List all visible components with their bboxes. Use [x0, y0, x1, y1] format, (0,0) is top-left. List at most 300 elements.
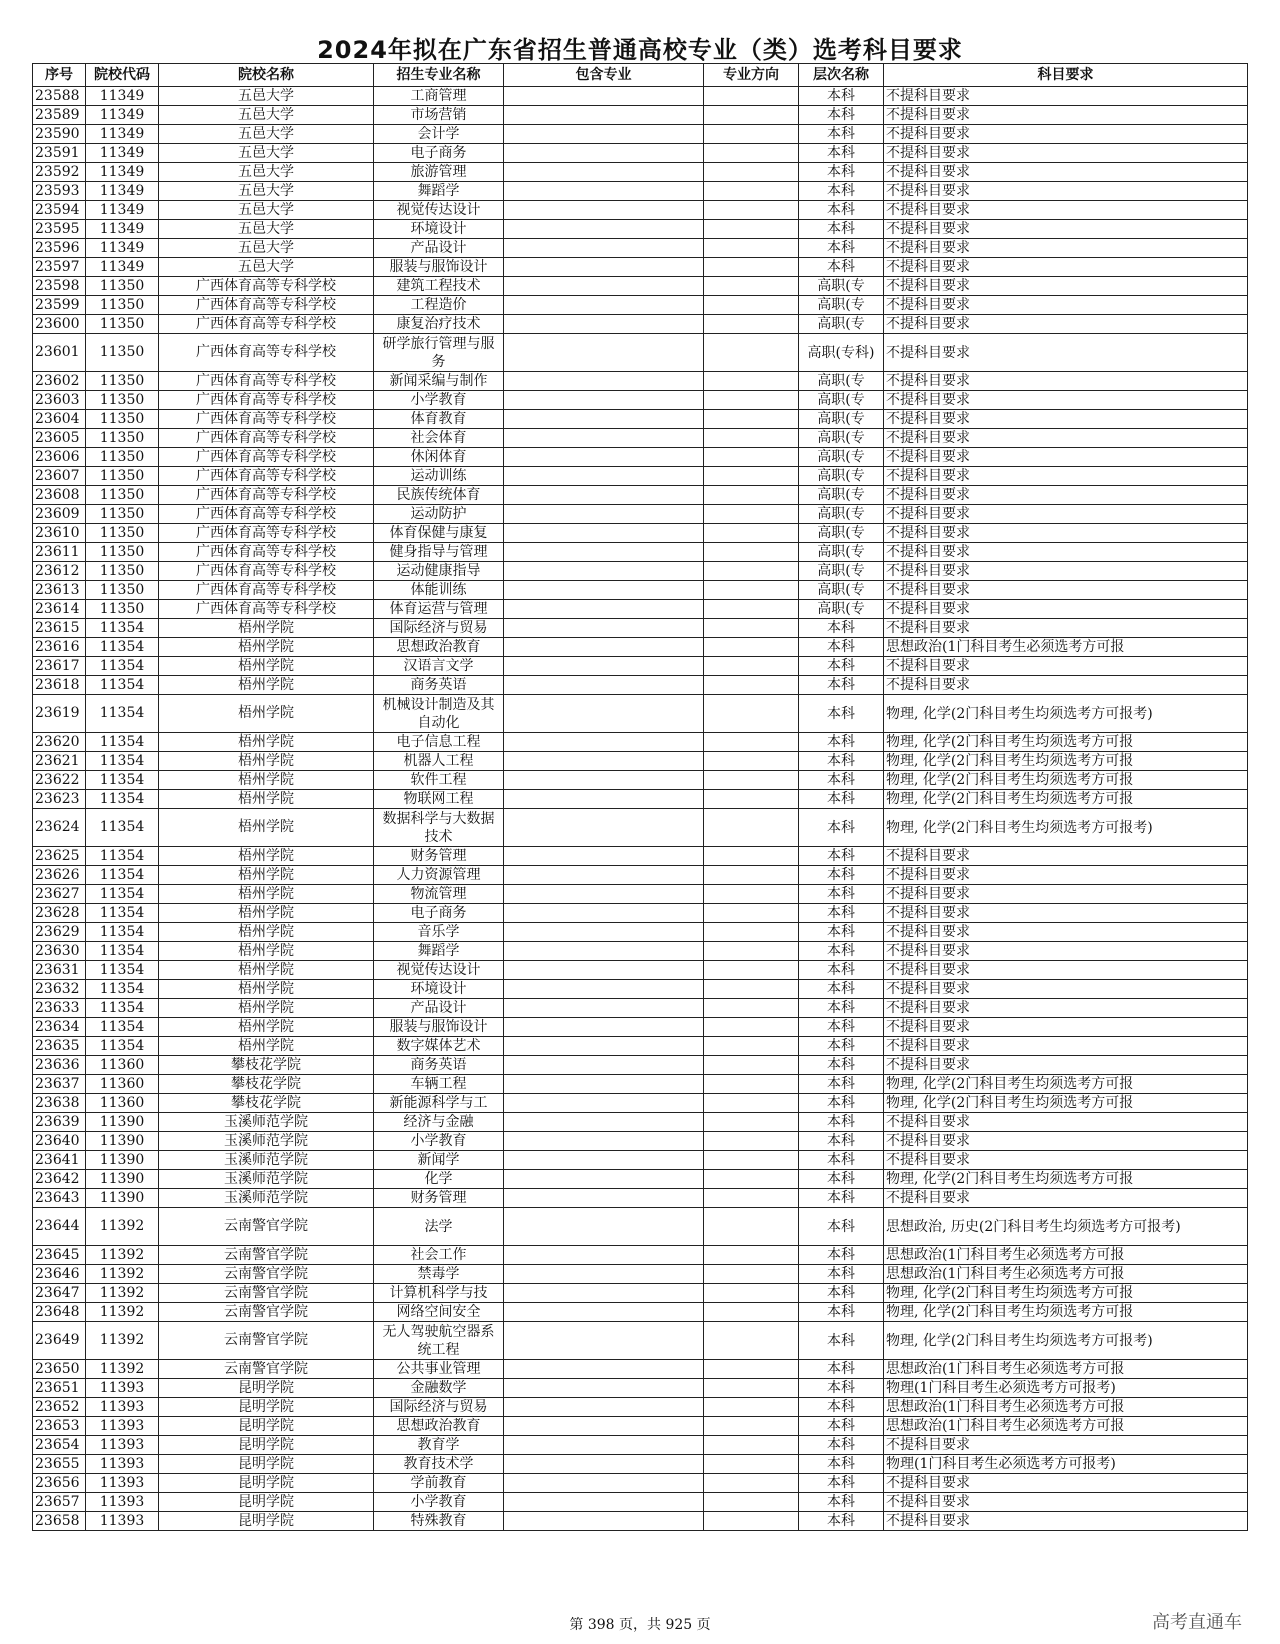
cell-subject-requirements: 不提科目要求	[884, 999, 1248, 1018]
cell-school-name: 玉溪师范学院	[159, 1170, 374, 1189]
cell-index: 23610	[33, 524, 86, 543]
cell-school-code: 11354	[86, 809, 159, 847]
cell-major-direction	[704, 676, 799, 695]
table-row	[33, 429, 1248, 448]
cell-school-code: 11354	[86, 752, 159, 771]
cell-included-majors	[504, 505, 704, 524]
cell-subject-requirements: 思想政治(1门科目考生必须选考方可报	[884, 1360, 1248, 1379]
cell-major-direction	[704, 1151, 799, 1170]
cell-school-code: 11350	[86, 467, 159, 486]
cell-subject-requirements: 不提科目要求	[884, 1474, 1248, 1493]
cell-major-direction	[704, 752, 799, 771]
cell-major-name: 运动防护	[374, 505, 504, 524]
cell-subject-requirements: 不提科目要求	[884, 543, 1248, 562]
cell-school-name: 广西体育高等专科学校	[159, 277, 374, 296]
cell-level: 本科	[799, 885, 884, 904]
cell-level: 本科	[799, 1170, 884, 1189]
cell-school-name: 广西体育高等专科学校	[159, 467, 374, 486]
cell-major-name: 民族传统体育	[374, 486, 504, 505]
cell-major-direction	[704, 999, 799, 1018]
table-row	[33, 581, 1248, 600]
cell-included-majors	[504, 467, 704, 486]
cell-school-code: 11350	[86, 600, 159, 619]
table-row	[33, 1322, 1248, 1360]
cell-school-name: 玉溪师范学院	[159, 1113, 374, 1132]
cell-index: 23616	[33, 638, 86, 657]
cell-included-majors	[504, 1151, 704, 1170]
cell-major-direction	[704, 1455, 799, 1474]
table-row	[33, 106, 1248, 125]
cell-major-name: 人力资源管理	[374, 866, 504, 885]
cell-included-majors	[504, 201, 704, 220]
cell-subject-requirements: 不提科目要求	[884, 866, 1248, 885]
cell-included-majors	[504, 1189, 704, 1208]
cell-index: 23615	[33, 619, 86, 638]
table-row	[33, 1208, 1248, 1246]
cell-major-name: 体能训练	[374, 581, 504, 600]
cell-level: 本科	[799, 1303, 884, 1322]
cell-school-code: 11392	[86, 1303, 159, 1322]
cell-subject-requirements: 物理, 化学(2门科目考生均须选考方可报	[884, 1075, 1248, 1094]
header-subject-requirements: 科目要求	[884, 64, 1248, 87]
cell-included-majors	[504, 942, 704, 961]
cell-level: 本科	[799, 1398, 884, 1417]
cell-school-code: 11349	[86, 125, 159, 144]
table-row	[33, 771, 1248, 790]
cell-school-name: 梧州学院	[159, 866, 374, 885]
cell-index: 23605	[33, 429, 86, 448]
cell-included-majors	[504, 657, 704, 676]
cell-level: 本科	[799, 1474, 884, 1493]
cell-major-direction	[704, 1417, 799, 1436]
cell-included-majors	[504, 1474, 704, 1493]
cell-major-name: 小学教育	[374, 391, 504, 410]
cell-subject-requirements: 不提科目要求	[884, 106, 1248, 125]
cell-school-code: 11354	[86, 676, 159, 695]
cell-subject-requirements: 不提科目要求	[884, 486, 1248, 505]
table-row	[33, 1189, 1248, 1208]
table-row	[33, 999, 1248, 1018]
cell-included-majors	[504, 999, 704, 1018]
cell-school-name: 梧州学院	[159, 733, 374, 752]
cell-school-name: 梧州学院	[159, 885, 374, 904]
header-level: 层次名称	[799, 64, 884, 87]
cell-index: 23628	[33, 904, 86, 923]
cell-level: 本科	[799, 1455, 884, 1474]
cell-school-code: 11350	[86, 581, 159, 600]
cell-major-direction	[704, 1018, 799, 1037]
cell-subject-requirements: 不提科目要求	[884, 600, 1248, 619]
cell-level: 本科	[799, 923, 884, 942]
cell-major-name: 特殊教育	[374, 1512, 504, 1531]
cell-included-majors	[504, 809, 704, 847]
cell-major-direction	[704, 1303, 799, 1322]
cell-major-name: 环境设计	[374, 980, 504, 999]
cell-school-name: 云南警官学院	[159, 1303, 374, 1322]
table-header-row	[33, 64, 1248, 87]
cell-index: 23604	[33, 410, 86, 429]
cell-included-majors	[504, 1113, 704, 1132]
cell-major-direction	[704, 391, 799, 410]
cell-school-name: 广西体育高等专科学校	[159, 372, 374, 391]
table-row	[33, 619, 1248, 638]
cell-included-majors	[504, 315, 704, 334]
table-row	[33, 87, 1248, 106]
cell-major-name: 产品设计	[374, 239, 504, 258]
cell-major-direction	[704, 372, 799, 391]
cell-school-name: 五邑大学	[159, 201, 374, 220]
table-row	[33, 809, 1248, 847]
cell-school-code: 11354	[86, 695, 159, 733]
cell-subject-requirements: 不提科目要求	[884, 657, 1248, 676]
cell-school-code: 11393	[86, 1379, 159, 1398]
table-row	[33, 1512, 1248, 1531]
cell-level: 本科	[799, 1246, 884, 1265]
cell-major-name: 视觉传达设计	[374, 961, 504, 980]
cell-major-name: 舞蹈学	[374, 182, 504, 201]
cell-level: 高职(专	[799, 562, 884, 581]
cell-included-majors	[504, 1417, 704, 1436]
cell-school-code: 11349	[86, 106, 159, 125]
cell-included-majors	[504, 182, 704, 201]
cell-included-majors	[504, 144, 704, 163]
cell-level: 本科	[799, 752, 884, 771]
cell-major-direction	[704, 923, 799, 942]
header-major-direction: 专业方向	[704, 64, 799, 87]
table-row	[33, 1360, 1248, 1379]
cell-index: 23640	[33, 1132, 86, 1151]
cell-included-majors	[504, 1075, 704, 1094]
cell-major-direction	[704, 1037, 799, 1056]
cell-school-code: 11350	[86, 486, 159, 505]
cell-level: 本科	[799, 1436, 884, 1455]
cell-included-majors	[504, 961, 704, 980]
cell-major-direction	[704, 771, 799, 790]
cell-included-majors	[504, 885, 704, 904]
cell-level: 高职(专	[799, 277, 884, 296]
cell-major-name: 电子商务	[374, 144, 504, 163]
cell-major-direction	[704, 695, 799, 733]
cell-included-majors	[504, 1303, 704, 1322]
cell-index: 23658	[33, 1512, 86, 1531]
cell-level: 高职(专	[799, 296, 884, 315]
cell-school-code: 11390	[86, 1132, 159, 1151]
cell-school-name: 梧州学院	[159, 752, 374, 771]
cell-school-code: 11349	[86, 144, 159, 163]
table-row	[33, 486, 1248, 505]
table-row	[33, 600, 1248, 619]
cell-school-name: 梧州学院	[159, 771, 374, 790]
cell-school-code: 11350	[86, 372, 159, 391]
cell-subject-requirements: 不提科目要求	[884, 524, 1248, 543]
cell-index: 23655	[33, 1455, 86, 1474]
cell-major-direction	[704, 562, 799, 581]
cell-included-majors	[504, 524, 704, 543]
cell-subject-requirements: 物理, 化学(2门科目考生均须选考方可报	[884, 771, 1248, 790]
table-row	[33, 334, 1248, 372]
cell-school-name: 广西体育高等专科学校	[159, 296, 374, 315]
cell-subject-requirements: 不提科目要求	[884, 410, 1248, 429]
cell-major-direction	[704, 125, 799, 144]
cell-school-code: 11354	[86, 1018, 159, 1037]
cell-subject-requirements: 物理, 化学(2门科目考生均须选考方可报	[884, 1284, 1248, 1303]
cell-subject-requirements: 不提科目要求	[884, 1132, 1248, 1151]
cell-included-majors	[504, 163, 704, 182]
cell-subject-requirements: 不提科目要求	[884, 923, 1248, 942]
table-row	[33, 277, 1248, 296]
cell-included-majors	[504, 923, 704, 942]
cell-major-direction	[704, 144, 799, 163]
cell-major-name: 商务英语	[374, 1056, 504, 1075]
table-row	[33, 1075, 1248, 1094]
cell-major-name: 金融数学	[374, 1379, 504, 1398]
cell-school-name: 梧州学院	[159, 619, 374, 638]
cell-school-name: 攀枝花学院	[159, 1094, 374, 1113]
cell-school-name: 玉溪师范学院	[159, 1151, 374, 1170]
table-row	[33, 258, 1248, 277]
cell-index: 23647	[33, 1284, 86, 1303]
cell-index: 23629	[33, 923, 86, 942]
cell-included-majors	[504, 1284, 704, 1303]
cell-major-name: 体育运营与管理	[374, 600, 504, 619]
cell-school-code: 11349	[86, 239, 159, 258]
header-school-name: 院校名称	[159, 64, 374, 87]
cell-major-name: 市场营销	[374, 106, 504, 125]
cell-school-code: 11354	[86, 1037, 159, 1056]
cell-subject-requirements: 不提科目要求	[884, 296, 1248, 315]
cell-index: 23634	[33, 1018, 86, 1037]
cell-subject-requirements: 物理, 化学(2门科目考生均须选考方可报	[884, 752, 1248, 771]
cell-major-direction	[704, 1113, 799, 1132]
cell-major-name: 财务管理	[374, 1189, 504, 1208]
cell-major-name: 休闲体育	[374, 448, 504, 467]
table-row	[33, 448, 1248, 467]
header-included-majors: 包含专业	[504, 64, 704, 87]
table-row	[33, 942, 1248, 961]
table-row	[33, 1474, 1248, 1493]
cell-subject-requirements: 不提科目要求	[884, 1512, 1248, 1531]
table-row	[33, 296, 1248, 315]
cell-major-name: 新闻采编与制作	[374, 372, 504, 391]
table-row	[33, 866, 1248, 885]
table-row	[33, 847, 1248, 866]
cell-subject-requirements: 物理(1门科目考生必须选考方可报考)	[884, 1379, 1248, 1398]
cell-level: 本科	[799, 1056, 884, 1075]
cell-level: 高职(专	[799, 543, 884, 562]
cell-major-name: 教育技术学	[374, 1455, 504, 1474]
cell-school-code: 11390	[86, 1113, 159, 1132]
cell-school-code: 11393	[86, 1493, 159, 1512]
cell-major-direction	[704, 258, 799, 277]
cell-subject-requirements: 不提科目要求	[884, 1113, 1248, 1132]
cell-subject-requirements: 不提科目要求	[884, 258, 1248, 277]
cell-level: 本科	[799, 1493, 884, 1512]
cell-level: 本科	[799, 1037, 884, 1056]
cell-subject-requirements: 不提科目要求	[884, 239, 1248, 258]
table-row	[33, 733, 1248, 752]
cell-level: 高职(专科)	[799, 334, 884, 372]
cell-subject-requirements: 不提科目要求	[884, 163, 1248, 182]
cell-level: 本科	[799, 1322, 884, 1360]
cell-major-direction	[704, 1322, 799, 1360]
cell-major-direction	[704, 1493, 799, 1512]
cell-school-code: 11349	[86, 258, 159, 277]
cell-major-name: 学前教育	[374, 1474, 504, 1493]
cell-major-name: 小学教育	[374, 1132, 504, 1151]
cell-index: 23589	[33, 106, 86, 125]
cell-school-name: 广西体育高等专科学校	[159, 581, 374, 600]
cell-index: 23594	[33, 201, 86, 220]
cell-subject-requirements: 不提科目要求	[884, 847, 1248, 866]
cell-index: 23597	[33, 258, 86, 277]
cell-school-code: 11390	[86, 1170, 159, 1189]
cell-school-name: 梧州学院	[159, 676, 374, 695]
table-row	[33, 1018, 1248, 1037]
cell-major-name: 汉语言文学	[374, 657, 504, 676]
cell-subject-requirements: 物理, 化学(2门科目考生均须选考方可报	[884, 1094, 1248, 1113]
cell-index: 23625	[33, 847, 86, 866]
cell-level: 高职(专	[799, 372, 884, 391]
cell-major-direction	[704, 486, 799, 505]
cell-index: 23611	[33, 543, 86, 562]
cell-school-code: 11349	[86, 220, 159, 239]
table-row	[33, 1303, 1248, 1322]
cell-subject-requirements: 不提科目要求	[884, 391, 1248, 410]
cell-index: 23643	[33, 1189, 86, 1208]
cell-major-direction	[704, 277, 799, 296]
cell-index: 23642	[33, 1170, 86, 1189]
cell-included-majors	[504, 1018, 704, 1037]
cell-school-name: 广西体育高等专科学校	[159, 391, 374, 410]
cell-major-name: 经济与金融	[374, 1113, 504, 1132]
cell-major-direction	[704, 657, 799, 676]
cell-major-name: 服装与服饰设计	[374, 1018, 504, 1037]
cell-major-direction	[704, 733, 799, 752]
cell-subject-requirements: 不提科目要求	[884, 1018, 1248, 1037]
requirements-table	[32, 63, 1248, 1531]
cell-major-name: 小学教育	[374, 1493, 504, 1512]
cell-included-majors	[504, 258, 704, 277]
cell-school-name: 梧州学院	[159, 695, 374, 733]
cell-major-name: 研学旅行管理与服务	[374, 334, 504, 372]
table-row	[33, 1094, 1248, 1113]
table-row	[33, 315, 1248, 334]
cell-major-name: 舞蹈学	[374, 942, 504, 961]
cell-school-code: 11354	[86, 657, 159, 676]
cell-index: 23635	[33, 1037, 86, 1056]
cell-included-majors	[504, 600, 704, 619]
cell-index: 23621	[33, 752, 86, 771]
cell-major-direction	[704, 334, 799, 372]
cell-school-code: 11354	[86, 923, 159, 942]
cell-major-name: 康复治疗技术	[374, 315, 504, 334]
cell-subject-requirements: 不提科目要求	[884, 1151, 1248, 1170]
cell-index: 23592	[33, 163, 86, 182]
cell-school-code: 11354	[86, 847, 159, 866]
cell-major-direction	[704, 524, 799, 543]
cell-subject-requirements: 不提科目要求	[884, 904, 1248, 923]
cell-subject-requirements: 不提科目要求	[884, 315, 1248, 334]
cell-school-code: 11392	[86, 1360, 159, 1379]
cell-level: 本科	[799, 239, 884, 258]
table-row	[33, 1056, 1248, 1075]
cell-major-direction	[704, 1360, 799, 1379]
cell-index: 23646	[33, 1265, 86, 1284]
cell-index: 23641	[33, 1151, 86, 1170]
table-row	[33, 505, 1248, 524]
cell-level: 本科	[799, 1417, 884, 1436]
cell-index: 23618	[33, 676, 86, 695]
cell-level: 本科	[799, 182, 884, 201]
cell-index: 23596	[33, 239, 86, 258]
cell-level: 本科	[799, 1512, 884, 1531]
cell-school-name: 昆明学院	[159, 1417, 374, 1436]
cell-subject-requirements: 不提科目要求	[884, 372, 1248, 391]
cell-school-name: 广西体育高等专科学校	[159, 486, 374, 505]
cell-school-name: 五邑大学	[159, 163, 374, 182]
cell-subject-requirements: 不提科目要求	[884, 961, 1248, 980]
cell-subject-requirements: 不提科目要求	[884, 942, 1248, 961]
cell-index: 23644	[33, 1208, 86, 1246]
cell-subject-requirements: 不提科目要求	[884, 619, 1248, 638]
cell-included-majors	[504, 619, 704, 638]
cell-included-majors	[504, 980, 704, 999]
table-body	[33, 87, 1248, 1531]
cell-index: 23654	[33, 1436, 86, 1455]
cell-included-majors	[504, 277, 704, 296]
cell-index: 23636	[33, 1056, 86, 1075]
cell-major-direction	[704, 1474, 799, 1493]
cell-major-name: 国际经济与贸易	[374, 1398, 504, 1417]
cell-subject-requirements: 不提科目要求	[884, 1436, 1248, 1455]
cell-school-code: 11393	[86, 1512, 159, 1531]
cell-school-name: 梧州学院	[159, 847, 374, 866]
cell-school-name: 广西体育高等专科学校	[159, 410, 374, 429]
cell-subject-requirements: 不提科目要求	[884, 201, 1248, 220]
cell-school-code: 11350	[86, 562, 159, 581]
cell-school-code: 11354	[86, 885, 159, 904]
cell-school-name: 梧州学院	[159, 1037, 374, 1056]
cell-major-direction	[704, 980, 799, 999]
cell-school-name: 昆明学院	[159, 1379, 374, 1398]
cell-included-majors	[504, 1056, 704, 1075]
cell-major-name: 软件工程	[374, 771, 504, 790]
cell-level: 本科	[799, 1208, 884, 1246]
cell-level: 本科	[799, 1189, 884, 1208]
cell-subject-requirements: 不提科目要求	[884, 182, 1248, 201]
cell-level: 本科	[799, 942, 884, 961]
cell-school-name: 玉溪师范学院	[159, 1189, 374, 1208]
cell-index: 23653	[33, 1417, 86, 1436]
cell-school-name: 昆明学院	[159, 1474, 374, 1493]
cell-level: 本科	[799, 258, 884, 277]
cell-major-name: 运动健康指导	[374, 562, 504, 581]
cell-major-name: 体育保健与康复	[374, 524, 504, 543]
cell-school-name: 昆明学院	[159, 1436, 374, 1455]
cell-included-majors	[504, 904, 704, 923]
cell-major-direction	[704, 1132, 799, 1151]
cell-major-name: 电子商务	[374, 904, 504, 923]
cell-major-name: 网络空间安全	[374, 1303, 504, 1322]
table-row	[33, 1493, 1248, 1512]
cell-included-majors	[504, 486, 704, 505]
cell-school-code: 11350	[86, 334, 159, 372]
cell-major-direction	[704, 429, 799, 448]
cell-level: 本科	[799, 771, 884, 790]
cell-school-name: 五邑大学	[159, 182, 374, 201]
cell-major-name: 无人驾驶航空器系统工程	[374, 1322, 504, 1360]
header-index: 序号	[33, 64, 86, 87]
